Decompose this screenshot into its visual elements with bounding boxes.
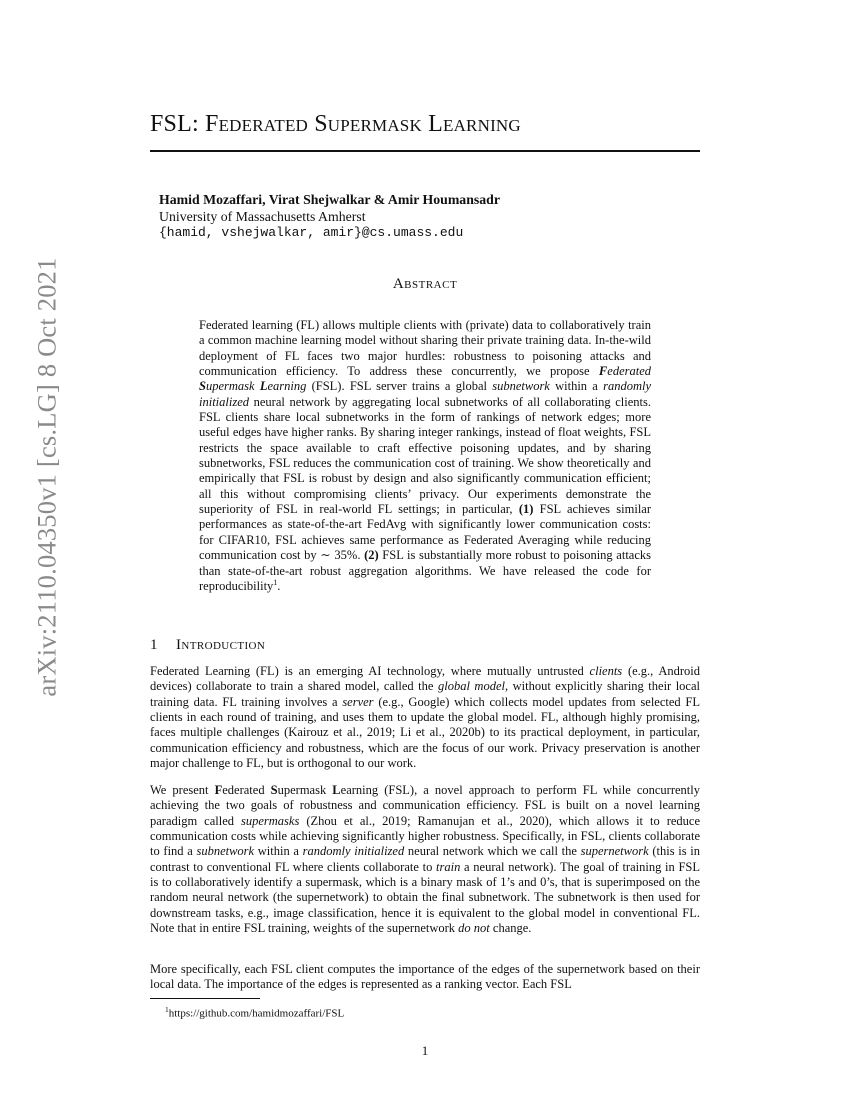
- title-main: Federated Supermask Learning: [205, 111, 521, 137]
- approx-value: ∼ 35%: [320, 548, 358, 563]
- intro-paragraph-2: We present Federated Supermask Learning (FSL), a novel approach to perform FL while concurrently achieving the two goals of robustness and communication efficiency. FSL is built on a novel learning paradigm called supermasks (Zhou et al., 2019; Ramanujan et al., 2020), which allows it to reduce communication costs while achieving significantly higher robustness. Specifically, in FSL, clients collaborate to find a subnetwork within a randomly initialized neural network which we call the supernetwork (this is in contrast to conventional FL where clients collaborate to train a neural network). The goal of training in FSL is to collaboratively identify a supermask, which is a binary mask of 1’s and 0’s, that is superimposed on the random neural network (the supernetwork) to obtain the final subnetwork. The subnetwork is then used for downstream tasks, e.g., image classification, hence it is equivalent to the global model in conventional FL. Note that in entire FSL training, weights of the supernetwork do not change.: [150, 783, 700, 936]
- arxiv-identifier-text: arXiv:2110.04350v1 [cs.LG] 8 Oct 2021: [31, 257, 62, 697]
- author-emails: {hamid, vshejwalkar, amir}@cs.umass.edu: [159, 225, 464, 240]
- author-affiliation: University of Massachusetts Amherst: [159, 208, 366, 224]
- title-prefix: FSL:: [150, 111, 206, 137]
- intro-paragraph-1: Federated Learning (FL) is an emerging AI technology, where mutually untrusted clients (e.g., Android devices) collaborate to train a shared model, called the global model, without explicitly sharing their local training data. FL training involves a server (e.g., Google) which collects model updates from selected FL clients in each round of training, and uses them to update the global model. FL, although highly promising, faces multiple challenges (Kairouz et al., 2019; Li et al., 2020b) to its practical deployment, in particular, communication efficiency and robustness, which are the focus of our work. Privacy preservation is another major challenge to FL, but is orthogonal to our work.: [150, 664, 701, 771]
- footnote-link[interactable]: https://github.com/hamidmozaffari/FSL: [168, 1007, 345, 1020]
- intro-paragraph-3: More specifically, each FSL client computes the importance of the edges of the supernetwork based on their local data. The importance of the edges is represented as a ranking vector. Each FSL: [150, 962, 700, 992]
- footnote: [165, 1003, 344, 1021]
- footnote-marker: 1: [273, 577, 278, 587]
- section-title: Introduction: [176, 637, 266, 653]
- paper-title: [150, 111, 521, 138]
- title-rule: [150, 150, 700, 152]
- page-number: 1: [421, 1043, 429, 1058]
- footnote-rule: [150, 998, 260, 999]
- abstract-heading: Abstract: [392, 276, 458, 292]
- abstract-text: Federated learning (FL) allows multiple clients with (private) data to collaboratively train a common machine learning model without sharing their private training data. In-the-wild deployment of FL faces two major hurdles: robustness to poisoning attacks and communication efficiency. To address these concurrently, we propose Federated Supermask Learning (FSL). FSL server trains a global subnetwork within a randomly initialized neural network by aggregating local subnetworks of all collaborating clients. FSL clients share local subnetworks in the form of rankings of network edges; more useful edges have higher ranks. By sharing integer rankings, instead of float weights, FSL restricts the space available to craft effective poisoning updates, and by sharing subnetworks, FSL reduces the communication cost of training. We show theoretically and empirically that FSL is robust by design and also significantly communication efficient; all this without compromising clients’ privacy. Our experiments demonstrate the superiority of FSL in real-world FL settings; in particular, (1) FSL achieves similar performances as state-of-the-art FedAvg with significantly lower communication costs: for CIFAR10, FSL achieves same performance as Federated Averaging while reducing communication cost by ∼ 35%. (2) FSL is substantially more robust to poisoning attacks than state-of-the-art robust aggregation algorithms. We have released the code for reproducibility$^1$.: [199, 318, 652, 593]
- author-block: [159, 192, 500, 242]
- author-names: Hamid Mozaffari, Virat Shejwalkar & Amir Houmansadr: [159, 192, 500, 207]
- footnote-number: 1: [165, 1005, 169, 1014]
- section-heading-introduction: [150, 637, 265, 654]
- section-number: 1: [150, 637, 158, 653]
